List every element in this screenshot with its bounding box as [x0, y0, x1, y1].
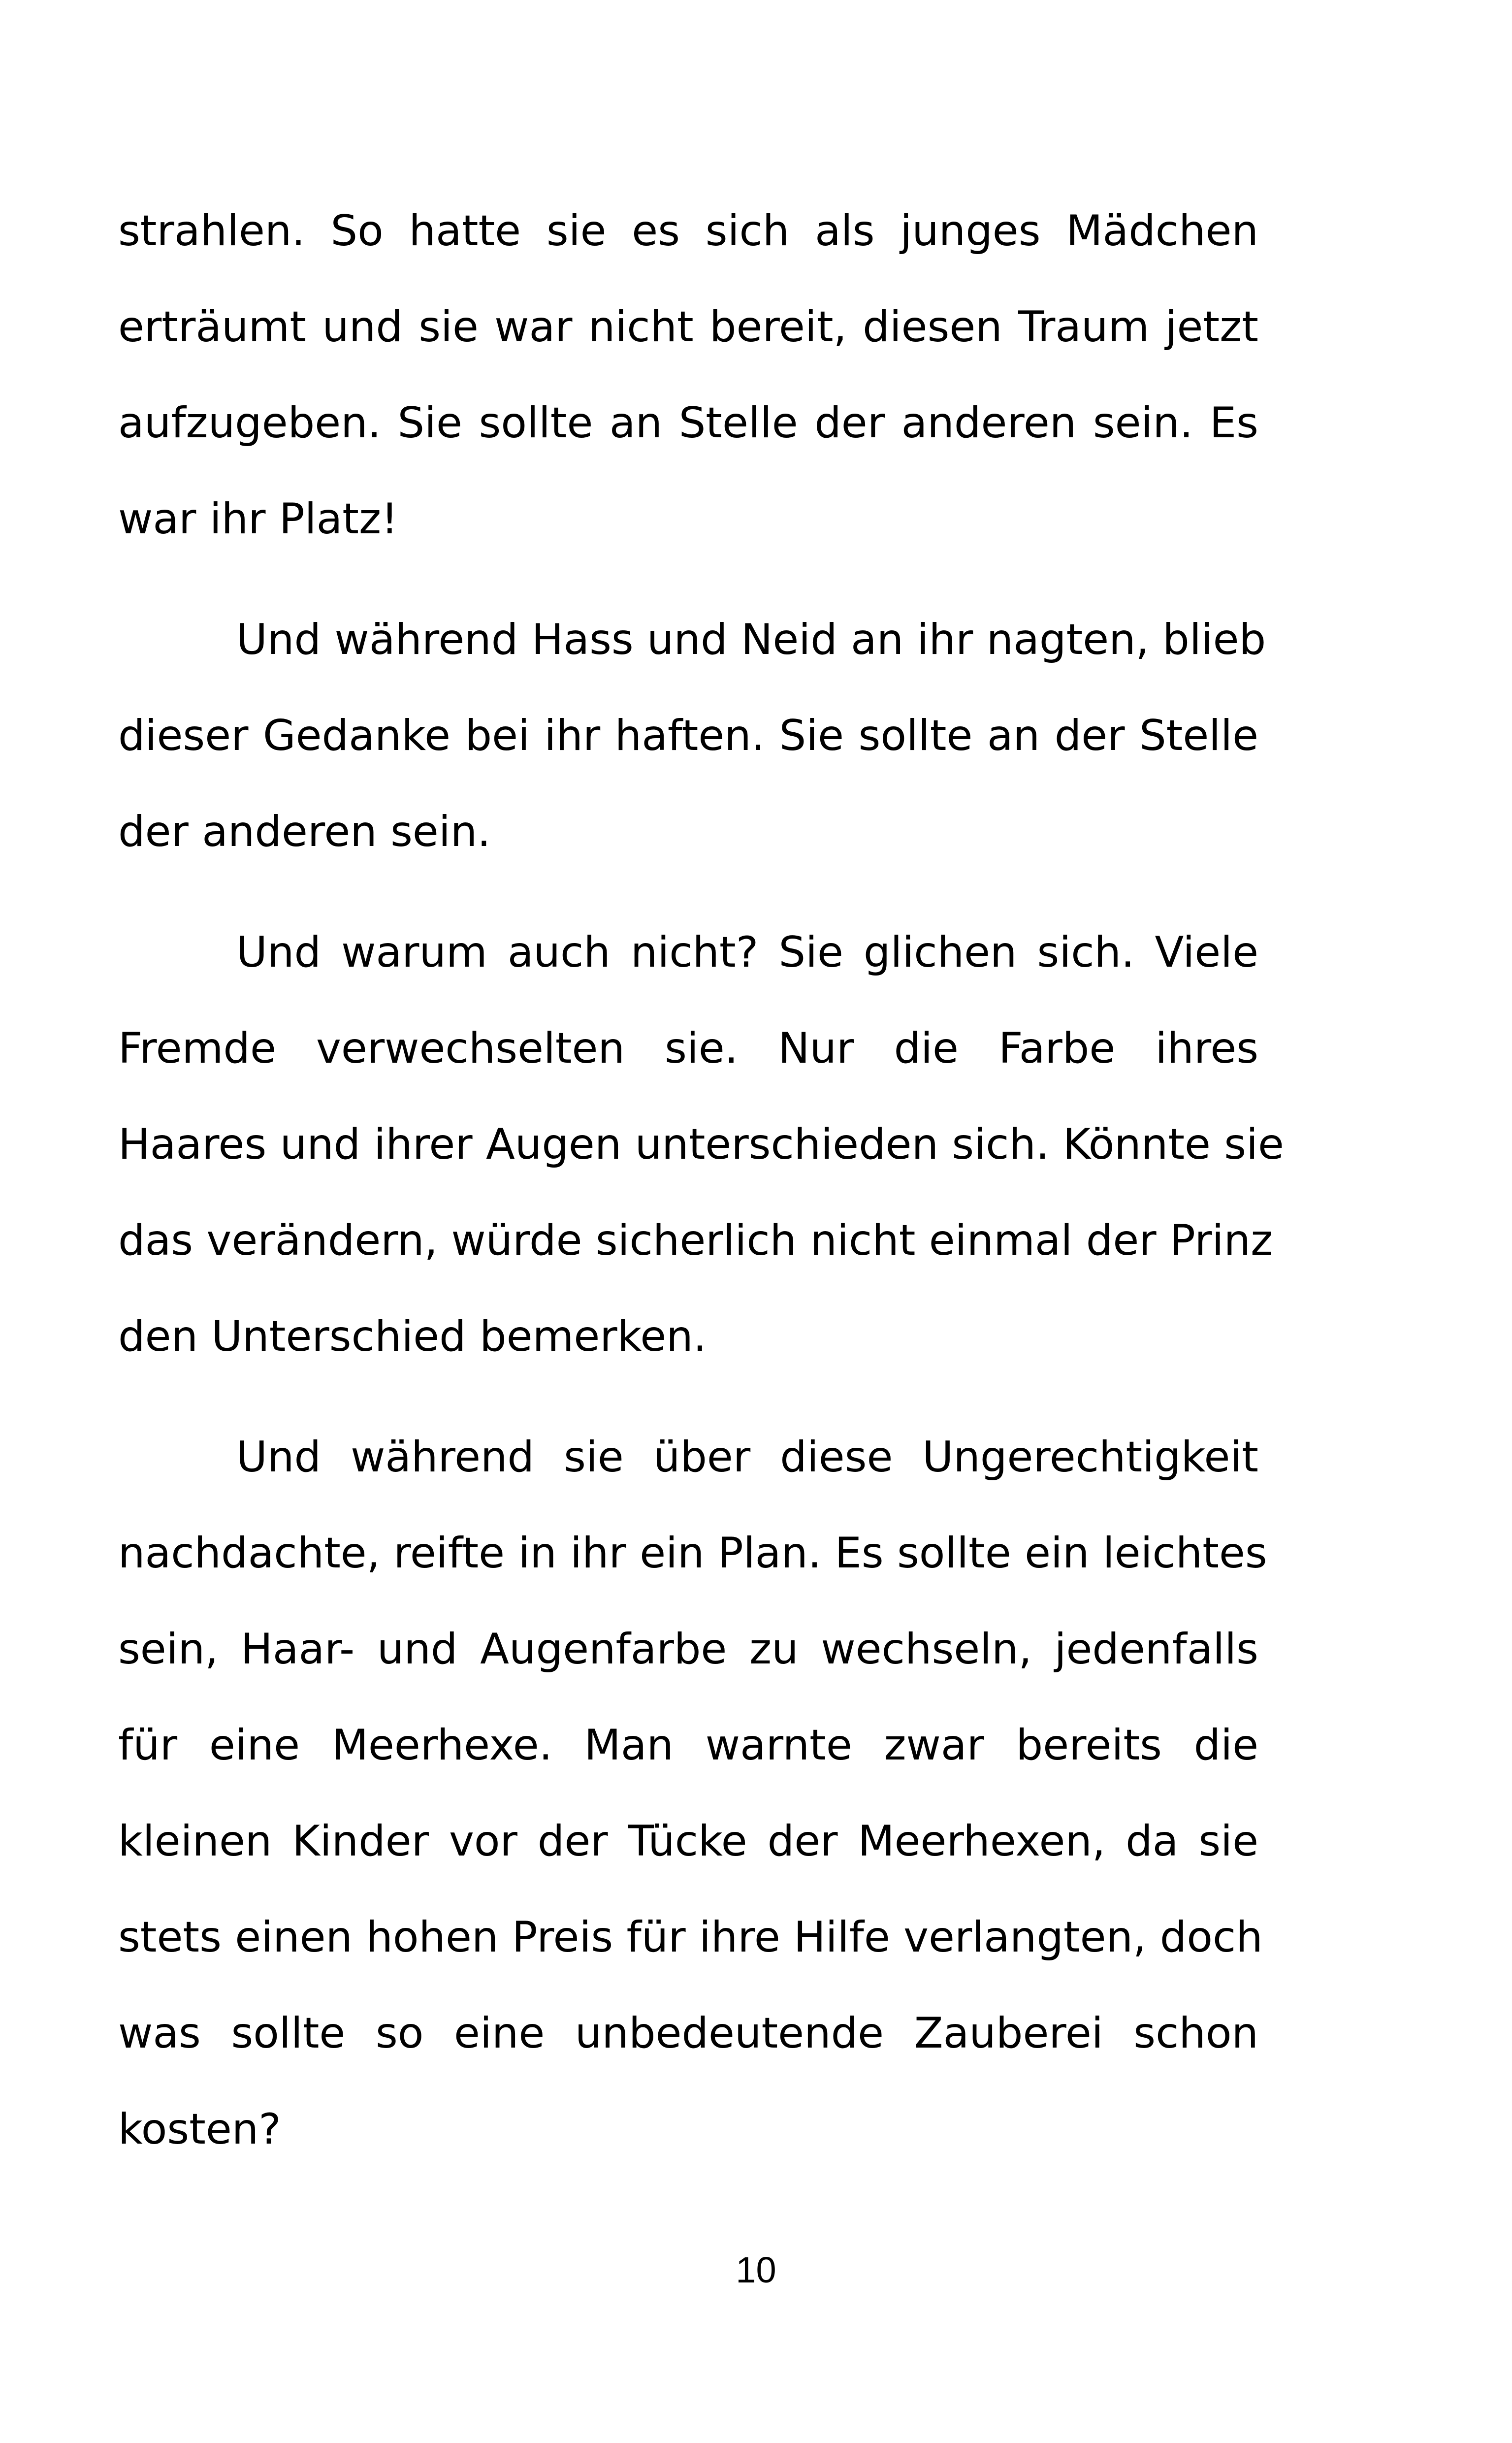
text-line: der anderen sein.	[118, 807, 491, 856]
text-line: was sollte so eine unbedeutende Zauberei schon	[118, 2009, 1258, 2058]
paragraph-4	[118, 1409, 1267, 2178]
text-line: kosten?	[118, 2105, 281, 2154]
text-line: Und während sie über diese Ungerechtigkeit	[236, 1433, 1258, 1482]
text-line: dieser Gedanke bei ihr haften. Sie sollte an der Stelle	[118, 711, 1258, 760]
text-line: das verändern, würde sicherlich nicht einmal der Prinz	[118, 1216, 1273, 1265]
text-line: kleinen Kinder vor der Tücke der Meerhexen, da sie	[118, 1817, 1258, 1866]
text-line: Haares und ihrer Augen unterschieden sich. Könnte sie	[118, 1120, 1284, 1169]
text-line: nachdachte, reifte in ihr ein Plan. Es sollte ein leichtes	[118, 1529, 1267, 1578]
text-line: erträumt und sie war nicht bereit, diesen Traum jetzt	[118, 302, 1258, 352]
text-line: aufzugeben. Sie sollte an Stelle der anderen sein. Es	[118, 398, 1258, 448]
paragraph-2	[118, 592, 1266, 880]
text-line: für eine Meerhexe. Man warnte zwar bereits die	[118, 1721, 1258, 1770]
text-line: Fremde verwechselten sie. Nur die Farbe ihres	[118, 1024, 1258, 1073]
paragraph-1	[118, 183, 1258, 567]
page-number: 10	[736, 2249, 776, 2290]
text-line: den Unterschied bemerken.	[118, 1312, 707, 1361]
text-line: Und warum auch nicht? Sie glichen sich. Viele	[236, 928, 1258, 977]
text-line: sein, Haar- und Augenfarbe zu wechseln, jedenfalls	[118, 1625, 1258, 1674]
text-line: strahlen. So hatte sie es sich als junges Mädchen	[118, 206, 1258, 256]
body-text	[118, 183, 1284, 2178]
paragraph-3	[118, 905, 1284, 1385]
text-line: war ihr Platz!	[118, 494, 398, 544]
text-line: stets einen hohen Preis für ihre Hilfe verlangten, doch	[118, 1913, 1263, 1962]
text-line: Und während Hass und Neid an ihr nagten, blieb	[236, 615, 1266, 664]
